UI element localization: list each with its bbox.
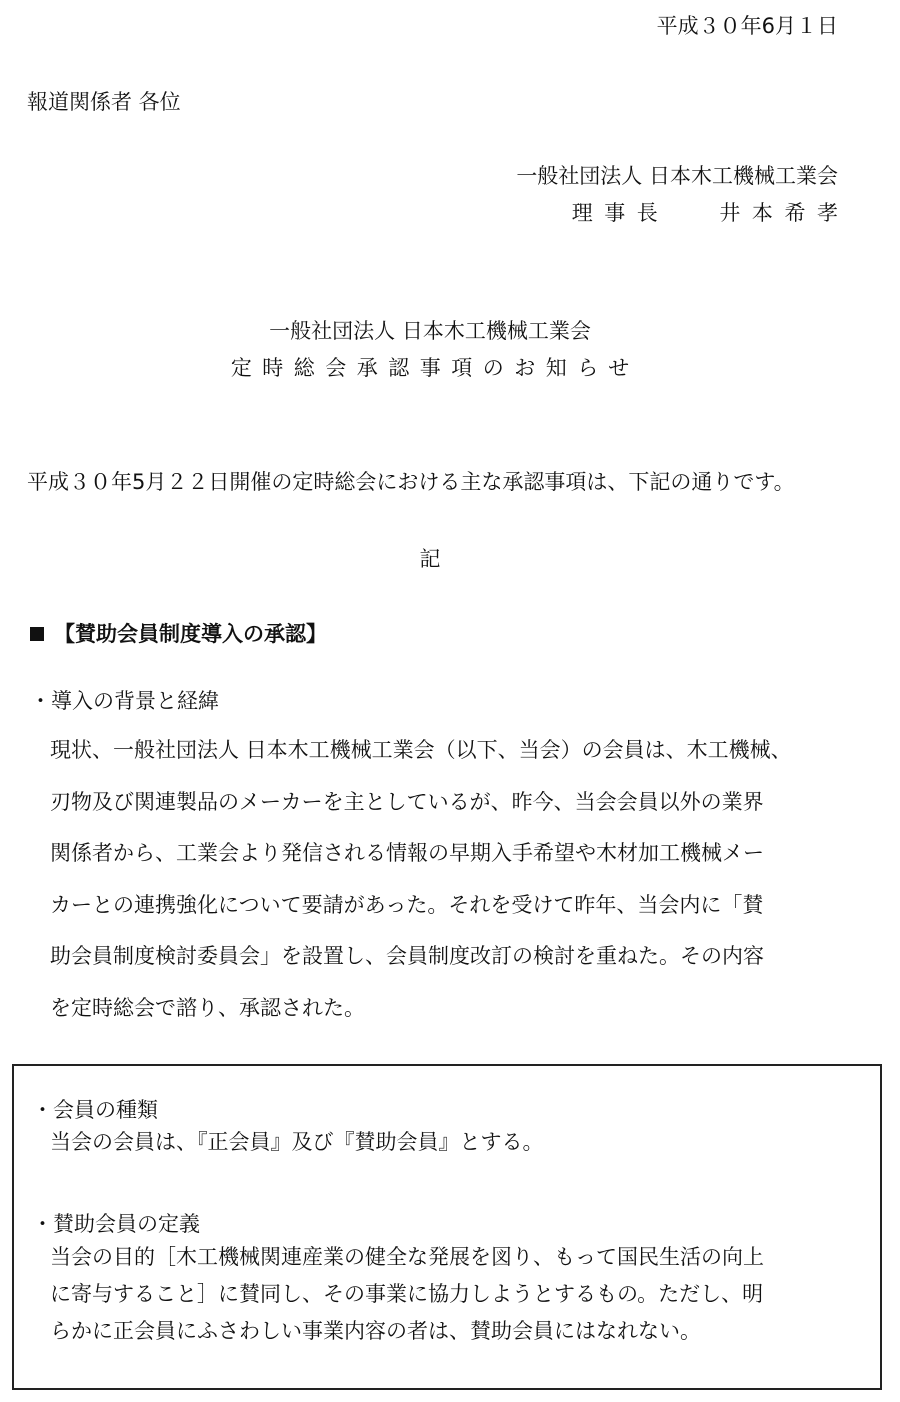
paragraph-line: 刃物及び関連製品のメーカーを主としているが、昨今、当会会員以外の業界 (50, 789, 764, 814)
paragraph-line: 助会員制度検討委員会」を設置し、会員制度改訂の検討を重ねた。その内容 (50, 944, 764, 968)
intro-paragraph: 平成３０年5月２２日開催の定時総会における主な承認事項は、下記の通りです。 (27, 470, 795, 494)
member-types-text: 当会の会員は、『正会員』及び『賛助会員』とする。 (50, 1130, 544, 1154)
title-line-1: 一般社団法人 日本木工機械工業会 (269, 319, 591, 343)
square-bullet-icon (30, 627, 44, 641)
ki-marker: 記 (419, 547, 441, 571)
background-title: ・導入の背景と経緯 (30, 689, 219, 713)
section-heading-text: 【賛助会員制度導入の承認】 (54, 622, 327, 646)
paragraph-line: を定時総会で諮り、承認された。 (50, 995, 365, 1020)
definition-line: に寄与すること］に賛同し、その事業に協力しようとするもの。ただし、明 (50, 1282, 764, 1306)
sender-chairman (572, 197, 850, 227)
recipients-line: 報道関係者 各位 (27, 90, 181, 114)
paragraph-line: カーとの連携強化について要請があった。それを受けて昨年、当会内に「賛 (50, 892, 764, 917)
chairman-title: 理事長 (571, 201, 670, 225)
paragraph-line: 現状、一般社団法人 日本木工機械工業会（以下、当会）の会員は、木工機械、 (50, 738, 792, 762)
chairman-name: 井本希孝 (719, 201, 850, 225)
definition-title: ・賛助会員の定義 (32, 1212, 200, 1236)
sender-organization: 一般社団法人 日本木工機械工業会 (516, 164, 838, 188)
paragraph-line: 関係者から、工業会より発信される情報の早期入手希望や木材加工機械メー (50, 841, 764, 865)
member-types-title: ・会員の種類 (32, 1098, 158, 1122)
section-heading (30, 618, 327, 648)
document-date: 平成３０年6月１日 (656, 14, 838, 38)
member-info-box (12, 1064, 882, 1390)
title-line-2: 定時総会承認事項のお知らせ (230, 356, 640, 380)
background-paragraph (50, 725, 845, 1034)
definition-line: らかに正会員にふさわしい事業内容の者は、賛助会員にはなれない。 (50, 1319, 701, 1343)
document-title (0, 313, 860, 387)
definition-line: 当会の目的［木工機械関連産業の健全な発展を図り、もって国民生活の向上 (50, 1245, 764, 1269)
